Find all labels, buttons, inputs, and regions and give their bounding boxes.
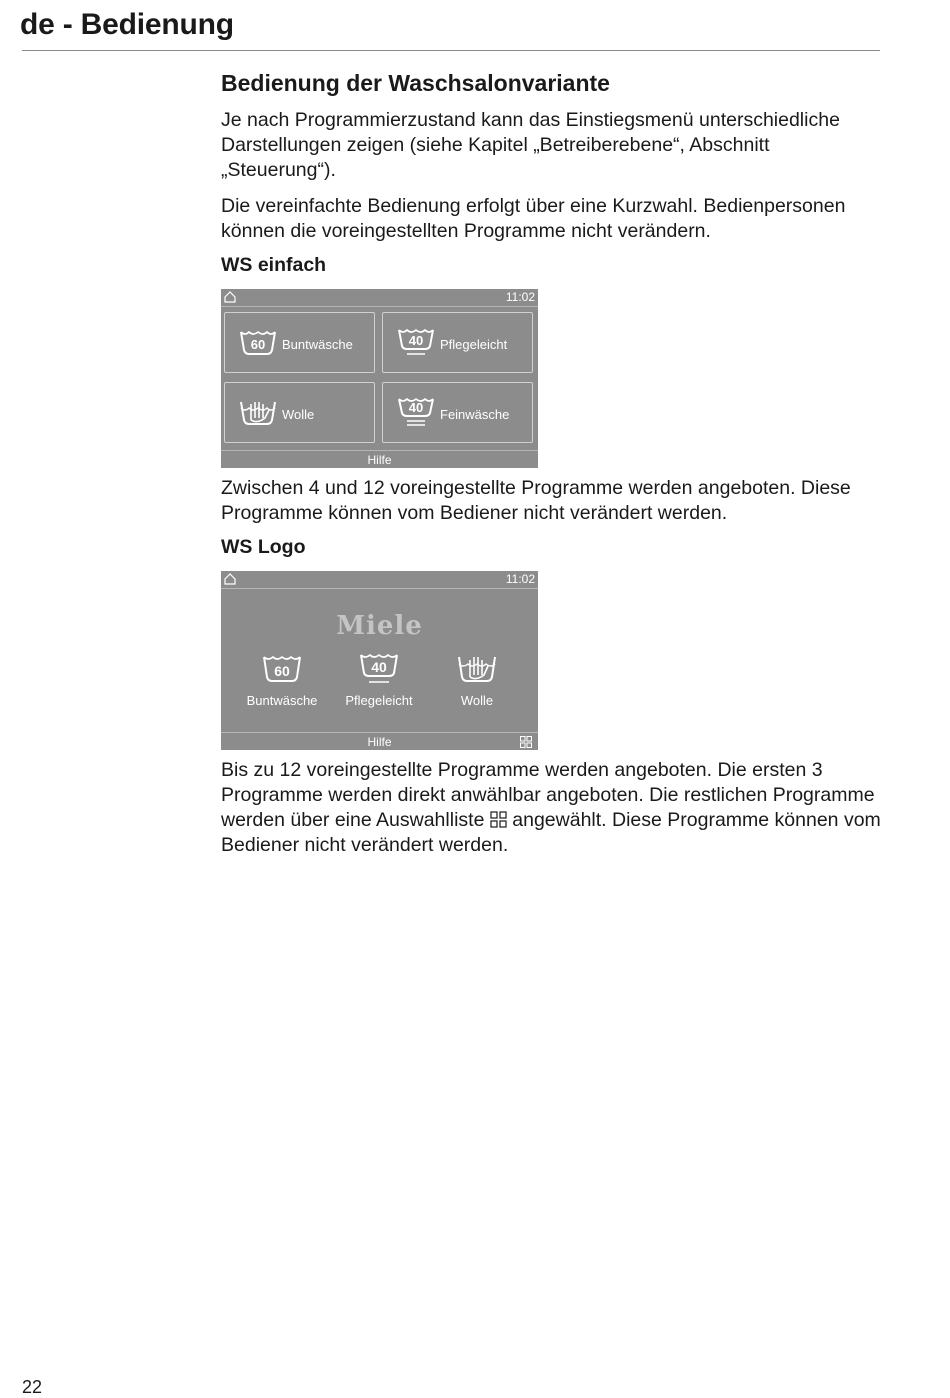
program-label: Buntwäsche <box>246 693 318 708</box>
program-tile-pflegeleicht[interactable] <box>382 312 533 373</box>
program-tile-feinwaesche[interactable] <box>382 382 533 443</box>
ws-einfach-display <box>221 289 538 468</box>
ws-logo-heading: WS Logo <box>221 536 306 558</box>
clock: 11:02 <box>505 290 535 304</box>
wash-40-very-gentle-icon <box>397 398 435 428</box>
display-bottom-bar <box>221 732 538 750</box>
program-tile-buntwaesche[interactable] <box>224 312 375 373</box>
selection-list-icon[interactable] <box>520 736 532 748</box>
selection-list-icon <box>490 811 507 828</box>
ws-logo-description <box>221 758 886 858</box>
program-buntwaesche[interactable] <box>237 653 327 708</box>
miele-logo: Miele <box>336 611 423 641</box>
wash-60-icon <box>262 653 302 685</box>
program-temp: 60 <box>274 663 290 679</box>
tile-temp: 40 <box>408 333 424 348</box>
ws-einfach-description: Zwischen 4 und 12 voreingestellte Programme werden angeboten. Diese Programme können vom Bediener nicht verändert werden. <box>221 477 851 524</box>
ws-logo-text-part2: angewählt. Diese Programme können vom Bediener nicht verändert werden. <box>221 809 881 856</box>
program-temp: 40 <box>371 659 387 675</box>
tile-label: Buntwäsche <box>282 337 353 352</box>
intro-paragraph-1: Je nach Programmierzustand kann das Einstiegsmenü unterschiedliche Darstellungen zeigen (siehe Kapitel „Betreiberebene“, Abschnitt „Steuerung“). <box>221 109 840 181</box>
display-top-bar <box>221 289 538 307</box>
intro-paragraph-2: Die vereinfachte Bedienung erfolgt über eine Kurzwahl. Bedienpersonen können die voreingestellten Programme nicht verändern. <box>221 195 846 242</box>
program-pflegeleicht[interactable] <box>334 653 424 708</box>
clock: 11:02 <box>505 572 535 586</box>
program-wolle[interactable] <box>432 653 522 708</box>
wash-60-icon <box>239 328 277 358</box>
display-bottom-bar <box>221 450 538 468</box>
program-label: Wolle <box>460 693 494 708</box>
program-tile-wolle[interactable] <box>224 382 375 443</box>
hand-wash-icon <box>239 398 277 428</box>
tile-temp: 40 <box>408 400 424 415</box>
tile-temp: 60 <box>250 337 266 352</box>
home-icon[interactable] <box>224 291 236 303</box>
section-title: Bedienung der Waschsalonvariante <box>221 70 610 96</box>
tile-label: Wolle <box>282 407 315 422</box>
tile-label: Feinwäsche <box>440 407 510 422</box>
help-button[interactable]: Hilfe <box>367 453 392 467</box>
hand-wash-icon <box>457 653 497 685</box>
ws-logo-display <box>221 571 538 750</box>
wash-40-gentle-icon <box>359 653 399 685</box>
program-label: Pflegeleicht <box>345 693 413 708</box>
page-number: 22 <box>22 1377 43 1397</box>
header-divider <box>22 50 880 51</box>
ws-logo-text-part1: Bis zu 12 voreingestellte Programme werden angeboten. Die ersten 3 Programme werden direkt anwählbar angeboten. Die restlichen Programme werden über eine Auswahlliste <box>221 759 875 831</box>
page-header-title: de - Bedienung <box>20 8 234 41</box>
ws-einfach-heading: WS einfach <box>221 254 327 276</box>
help-button[interactable]: Hilfe <box>367 735 392 749</box>
display-top-bar <box>221 571 538 589</box>
tile-label: Pflegeleicht <box>440 337 508 352</box>
home-icon[interactable] <box>224 573 236 585</box>
wash-40-gentle-icon <box>397 328 435 358</box>
